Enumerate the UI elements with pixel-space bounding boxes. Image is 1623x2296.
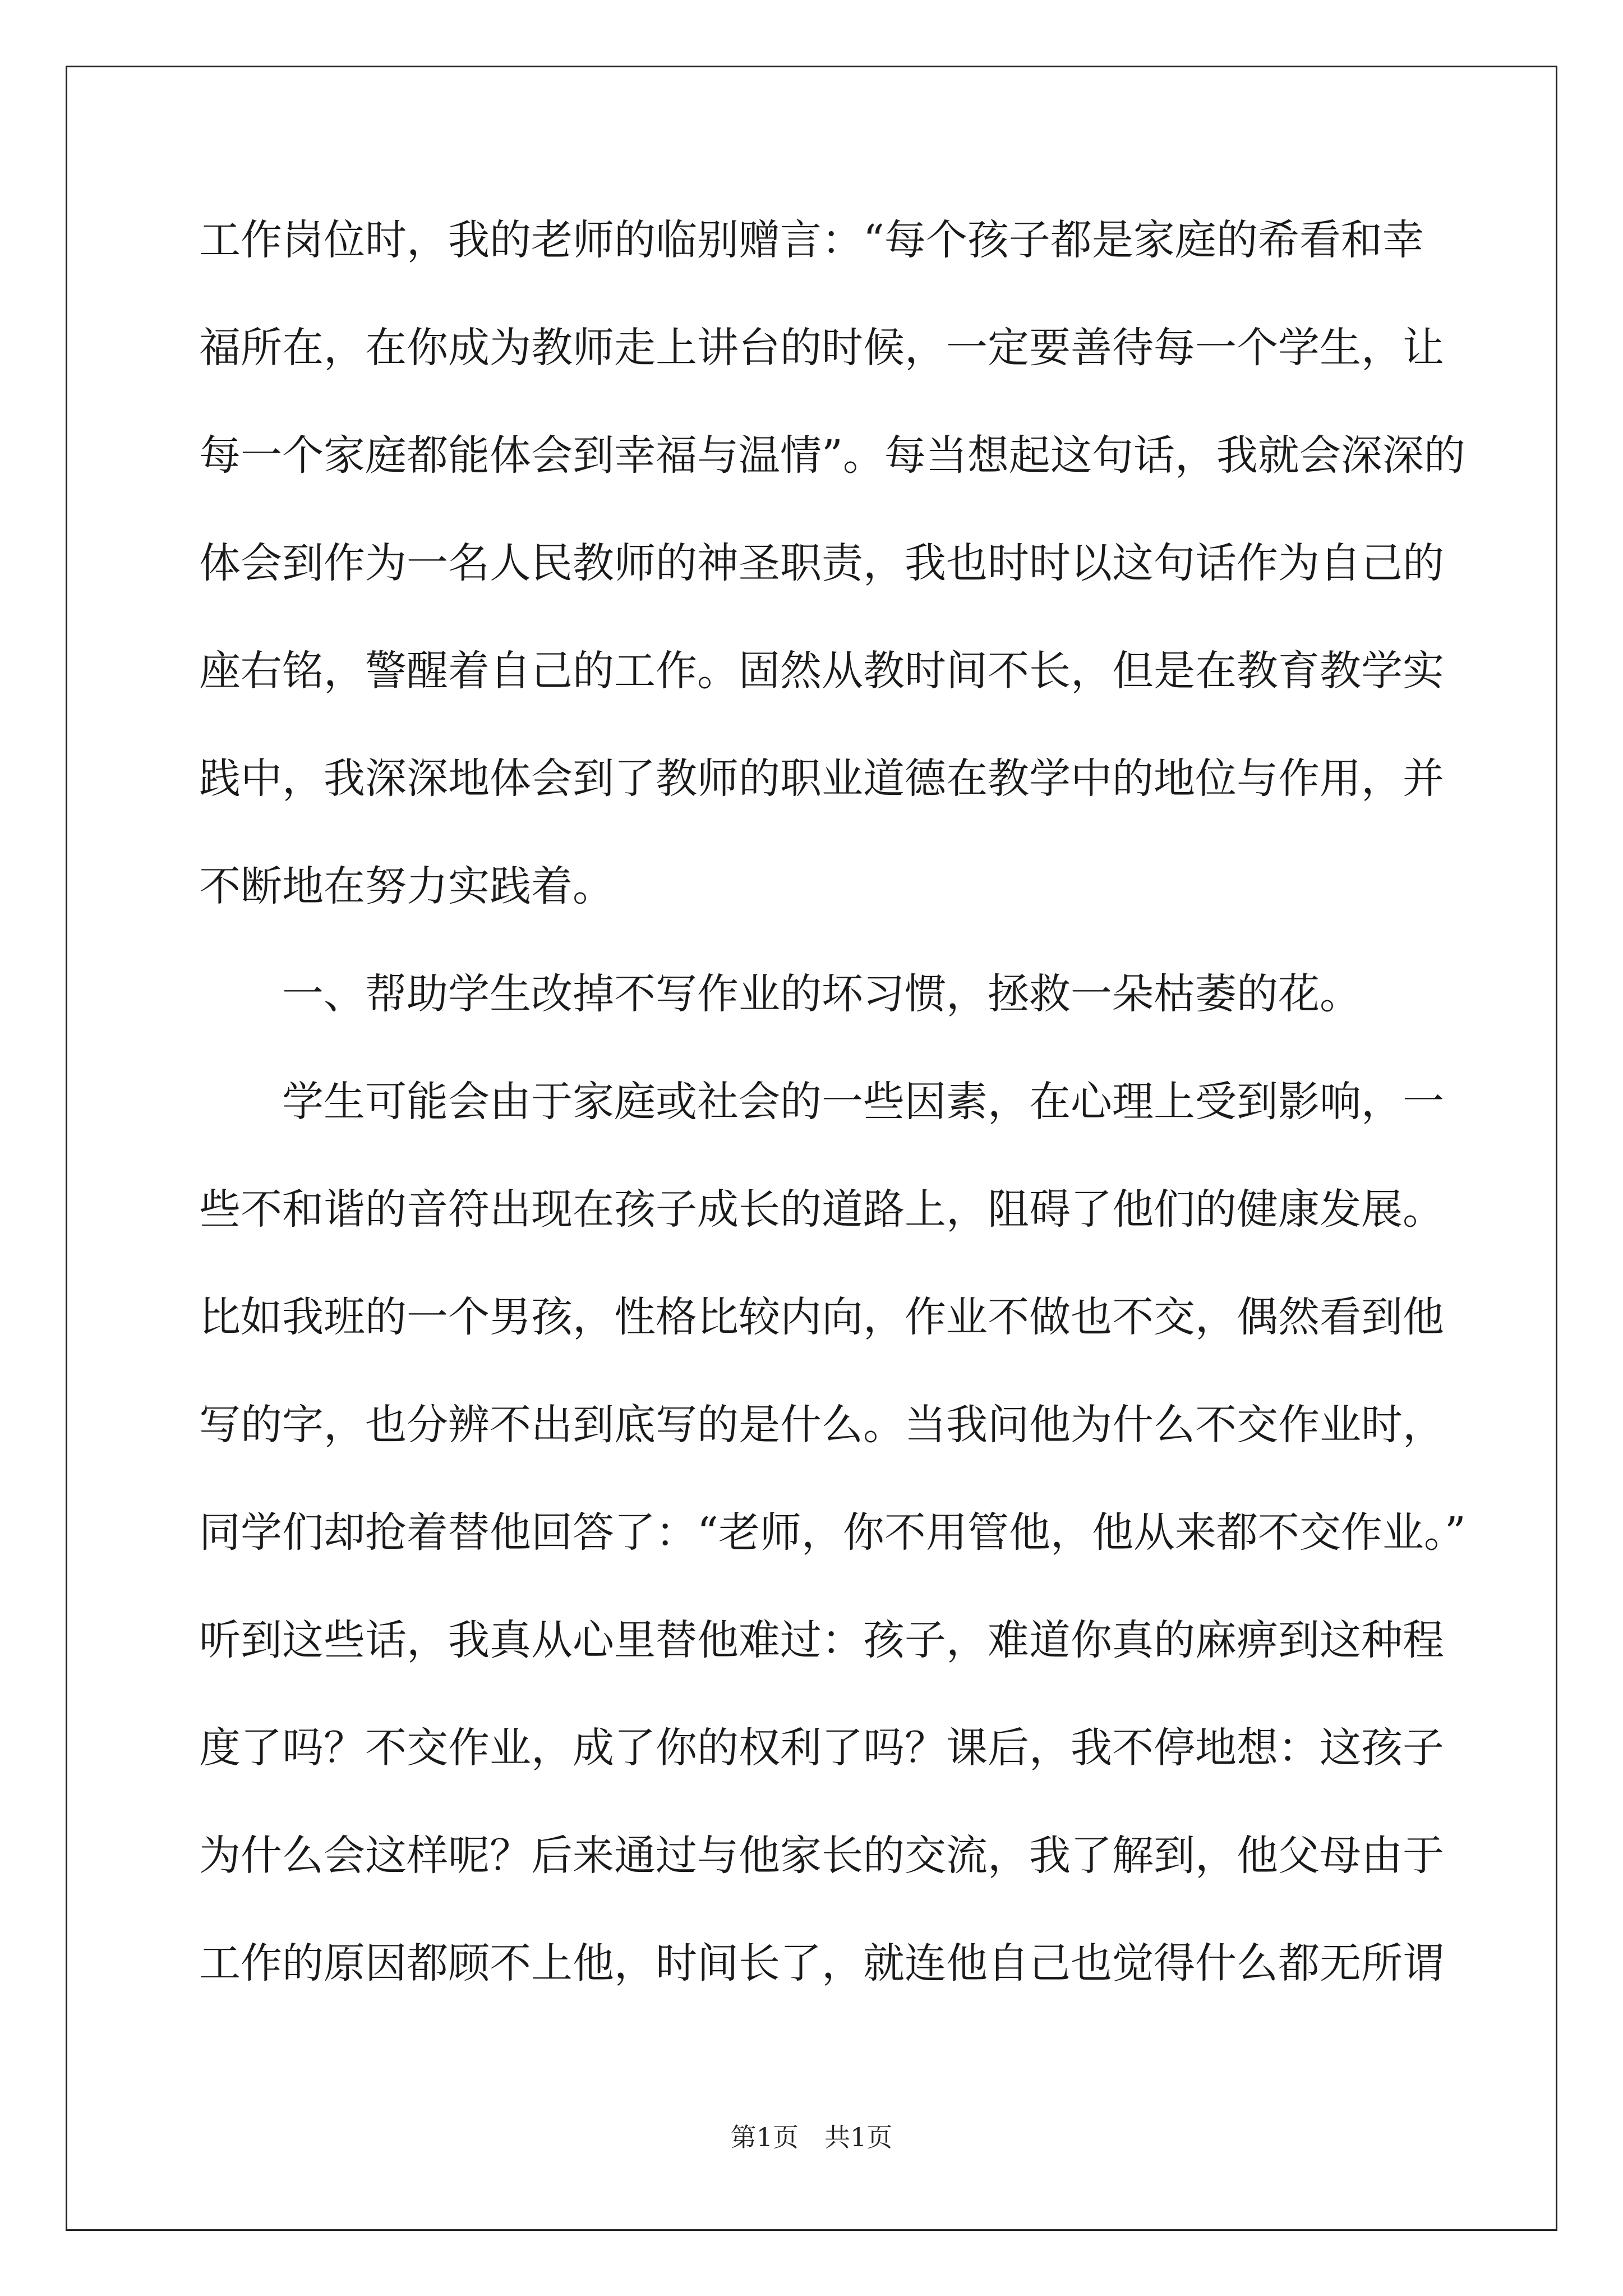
text-line: 比如我班的一个男孩，性格比较内向，作业不做也不交，偶然看到他 [199, 1293, 1444, 1341]
text-line: 工作的原因都顾不上他，时间长了，就连他自己也觉得什么都无所谓 [199, 1939, 1444, 1987]
text-line: 不断地在努力实践着。 [199, 862, 614, 910]
text-line: 度了吗？不交作业，成了你的权利了吗？课后，我不停地想：这孩子 [199, 1724, 1444, 1772]
text-line: 福所在，在你成为教师走上讲台的时候，一定要善待每一个学生，让 [199, 324, 1444, 372]
section-heading: 一、帮助学生改掉不写作业的坏习惯，拯救一朵枯萎的花。 [199, 970, 1361, 1018]
text-line: 每一个家庭都能体会到幸福与温情”。每当想起这句话，我就会深深的 [199, 431, 1465, 480]
text-line: 工作岗位时，我的老师的临别赠言：“每个孩子都是家庭的希看和幸 [199, 216, 1424, 264]
text-line: 体会到作为一名人民教师的神圣职责，我也时时以这句话作为自己的 [199, 539, 1444, 587]
text-line: 同学们却抢着替他回答了：“老师，你不用管他，他从来都不交作业。” [199, 1508, 1466, 1557]
text-line: 写的字，也分辨不出到底写的是什么。当我问他为什么不交作业时， [199, 1401, 1444, 1449]
page-frame [66, 66, 1557, 2231]
text-line: 些不和谐的音符出现在孩子成长的道路上，阻碍了他们的健康发展。 [199, 1185, 1444, 1234]
text-line: 学生可能会由于家庭或社会的一些因素，在心理上受到影响，一 [199, 1078, 1444, 1126]
text-line: 听到这些话，我真从心里替他难过：孩子，难道你真的麻痹到这种程 [199, 1616, 1444, 1664]
text-line: 座右铭，警醒着自己的工作。固然从教时间不长，但是在教育教学实 [199, 647, 1444, 695]
text-line: 践中，我深深地体会到了教师的职业道德在教学中的地位与作用，并 [199, 754, 1444, 803]
page-number: 第1页 共1页 [730, 2122, 893, 2152]
text-line: 为什么会这样呢？后来通过与他家长的交流，我了解到，他父母由于 [199, 1832, 1444, 1880]
